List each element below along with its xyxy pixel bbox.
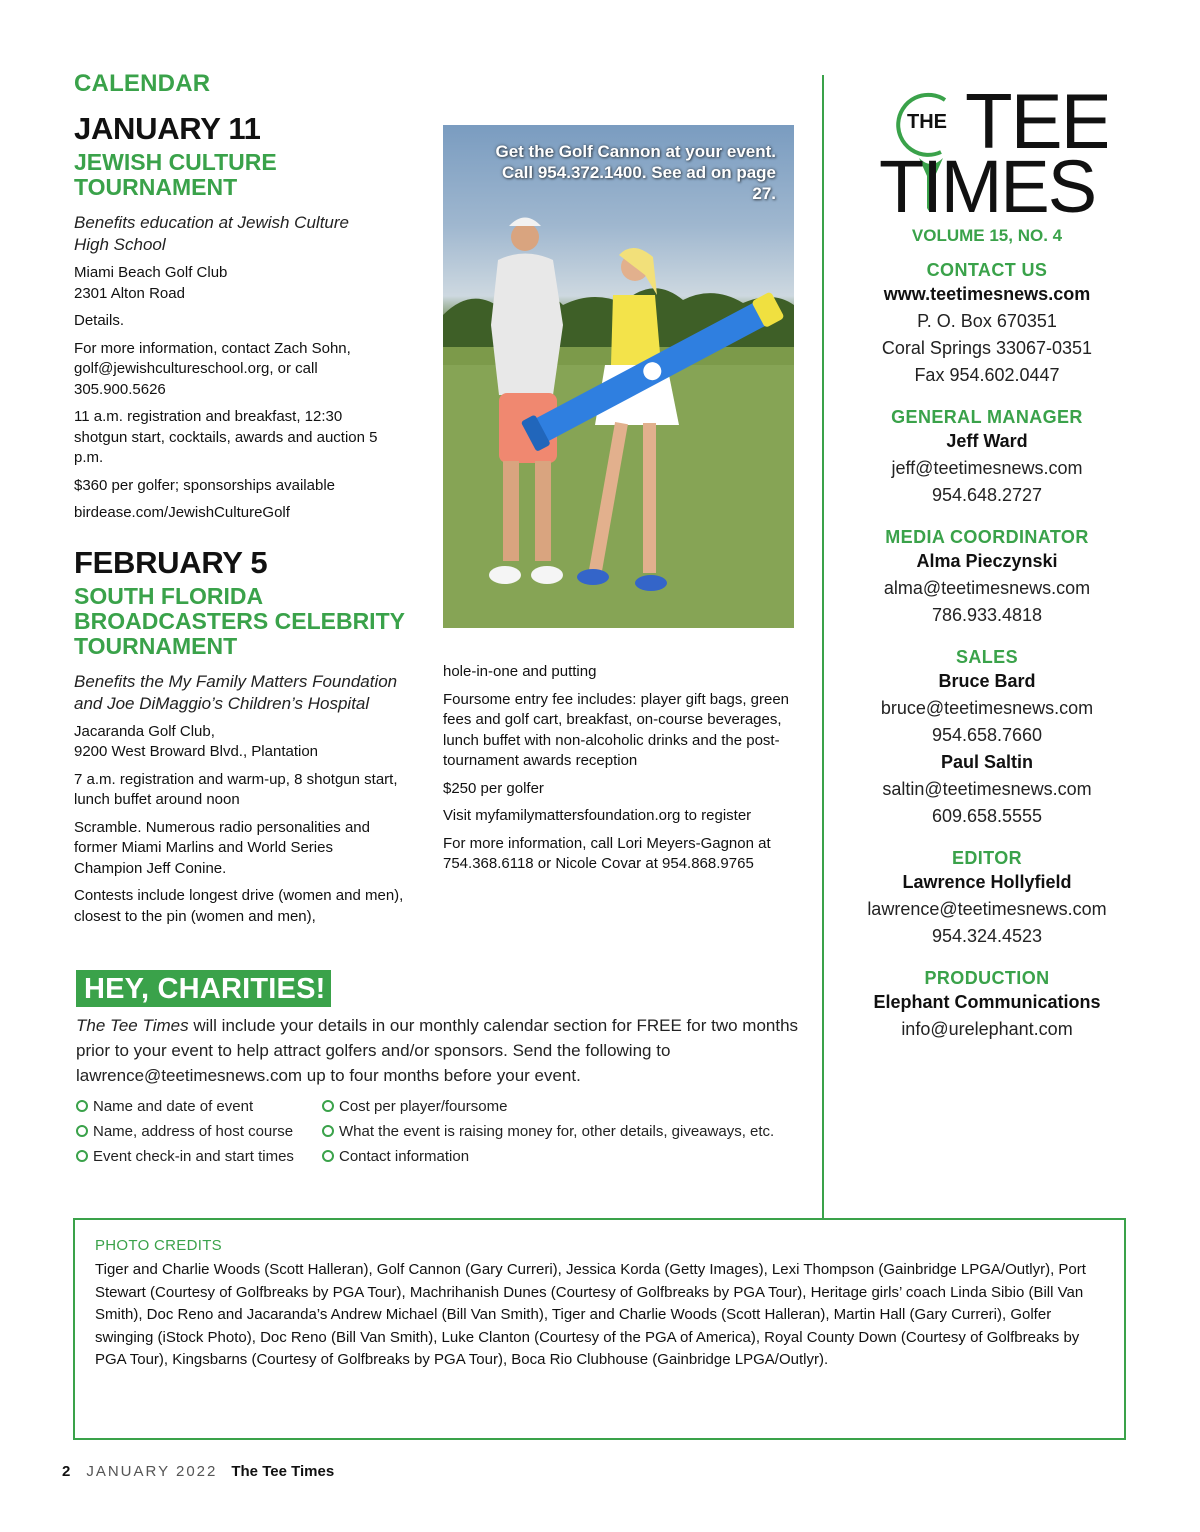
editor-heading: EDITOR — [951, 848, 1023, 868]
event2-price: $250 per golfer — [443, 779, 544, 797]
page-number: 2 — [62, 1463, 71, 1480]
general-manager-block — [848, 407, 1126, 509]
gm-email[interactable]: jeff@teetimesnews.com — [891, 458, 1083, 478]
media-email[interactable]: alma@teetimesnews.com — [883, 578, 1091, 598]
editor-email[interactable]: lawrence@teetimesnews.com — [867, 899, 1107, 919]
charities-body-text: will include your details in our monthly calendar section for FREE for two months prior to your event to help attract golfers and/or sponsors. Send the following to lawrence@teetimesnews.com up to four months before your event. — [76, 1016, 799, 1085]
event1-schedule: 11 a.m. registration and breakfast, 12:30 shotgun start, cocktails, awards and auction 5 p.m. — [74, 408, 378, 466]
page-footer — [62, 1462, 334, 1482]
event1-date: JANUARY 11 — [74, 111, 261, 146]
circle-bullet-icon — [76, 1125, 88, 1137]
gm-name: Jeff Ward — [946, 431, 1028, 451]
golf-cannon-photo — [443, 125, 794, 628]
circle-bullet-icon — [322, 1125, 334, 1137]
event2-register: Visit myfamilymattersfoundation.org to register — [443, 807, 752, 824]
event2-title: SOUTH FLORIDA BROADCASTERS CELEBRITY TOURNAMENT — [74, 582, 405, 659]
contact-block — [848, 260, 1126, 389]
event2-benefits: Benefits the My Family Matters Foundation and Joe DiMaggio’s Children’s Hospital — [74, 671, 398, 713]
photo-credits-title: PHOTO CREDITS — [95, 1237, 222, 1254]
sales-heading: SALES — [955, 647, 1018, 667]
logo-graphic — [867, 80, 1107, 220]
website-link[interactable]: www.teetimesnews.com — [883, 284, 1091, 304]
media-name: Alma Pieczynski — [916, 551, 1058, 571]
production-name: Elephant Communications — [873, 992, 1101, 1012]
circle-bullet-icon — [322, 1150, 334, 1162]
logo-times: TIMES — [879, 145, 1096, 220]
editor-phone: 954.324.4523 — [931, 926, 1043, 946]
event1-venue-address: 2301 Alton Road — [74, 284, 185, 302]
calendar-column — [74, 70, 424, 927]
sales2-name: Paul Saltin — [940, 752, 1034, 772]
event2-contests: Contests include longest drive (women and men), closest to the pin (women and men), — [74, 887, 404, 925]
sales1-name: Bruce Bard — [938, 671, 1036, 691]
calendar-continued-column — [443, 662, 798, 875]
sales1-phone: 954.658.7660 — [931, 725, 1043, 745]
masthead-column — [848, 80, 1126, 1043]
po-box: P. O. Box 670351 — [917, 311, 1057, 331]
circle-bullet-icon — [322, 1100, 334, 1112]
event1-contact: For more information, contact Zach Sohn, golf@jewishcultureschool.org, or call 305.900.5626 — [74, 339, 351, 398]
media-coordinator-block — [848, 527, 1126, 629]
column-divider — [822, 75, 824, 1218]
sales1-email[interactable]: bruce@teetimesnews.com — [880, 698, 1094, 718]
footer-issue-date: JANUARY 2022 — [86, 1463, 218, 1480]
city-zip: Coral Springs 33067-0351 — [881, 338, 1093, 358]
fax-number: Fax 954.602.0447 — [914, 365, 1060, 385]
photo-credits-text: Tiger and Charlie Woods (Scott Halleran), Golf Cannon (Gary Curreri), Jessica Korda (Getty Images), Lexi Thompson (Gainbridge LPGA/Outlyr), Port Stewart (Courtesy of Golfbreaks by PGA Tour), Machrihanish Dunes (Courtesy of Golfbreaks by PGA Tour), Heritage girls’ coach Linda Sibio (Bill Van Smith), Doc Reno and Jacaranda’s Andrew Michael (Bill Van Smith), Tiger and Charlie Woods (Scott Halleran), Martin Hall (Gary Curreri), Golfer swinging (iStock Photo), Doc Reno (Bill Van Smith), Luke Clanton (Courtesy of the PGA of America), Royal County Down (Courtesy of Golfbreaks by PGA Tour), Kingsbarns (Courtesy of Golfbreaks by PGA Tour), Boca Rio Clubhouse (Gainbridge LPGA/Outlyr). — [95, 1261, 1086, 1369]
charities-checklist — [76, 1097, 806, 1177]
event2-date: FEBRUARY 5 — [74, 544, 268, 580]
list-item: What the event is raising money for, other details, giveaways, etc. — [322, 1122, 774, 1142]
event1-venue-name: Miami Beach Golf Club — [74, 264, 228, 281]
charities-banner: HEY, CHARITIES! — [76, 970, 331, 1007]
event2-contests-continued: hole-in-one and putting — [443, 663, 597, 680]
charities-body — [76, 1013, 806, 1088]
list-item: Cost per player/foursome — [322, 1097, 507, 1117]
event2-schedule: 7 a.m. registration and warm-up, 8 shotgun start, lunch buffet around noon — [74, 770, 398, 808]
event1-title: JEWISH CULTURE TOURNAMENT — [74, 149, 277, 200]
logo-tee: TEE — [965, 80, 1107, 165]
volume-issue: VOLUME 15, NO. 4 — [911, 226, 1063, 245]
gm-phone: 954.648.2727 — [931, 485, 1043, 505]
production-block — [848, 968, 1126, 1043]
sales2-phone: 609.658.5555 — [931, 806, 1043, 826]
production-email[interactable]: info@urelephant.com — [901, 1019, 1073, 1039]
charities-section — [76, 970, 806, 1177]
tee-times-logo — [867, 80, 1107, 220]
event1-url[interactable]: birdease.com/JewishCultureGolf — [74, 504, 290, 521]
gm-heading: GENERAL MANAGER — [891, 407, 1083, 427]
circle-bullet-icon — [76, 1100, 88, 1112]
circle-bullet-icon — [76, 1150, 88, 1162]
charities-body-italic: The Tee Times — [76, 1016, 189, 1035]
event2-format: Scramble. Numerous radio personalities and former Miami Marlins and World Series Champion Jeff Conine. — [74, 818, 370, 877]
production-heading: PRODUCTION — [924, 968, 1050, 988]
event2-venue-address: 9200 West Broward Blvd., Plantation — [74, 743, 319, 760]
media-phone: 786.933.4818 — [931, 605, 1043, 625]
sales-block — [848, 647, 1126, 830]
list-item: Name, address of host course — [76, 1122, 293, 1142]
event1-details: Details. — [74, 312, 125, 329]
event1-price: $360 per golfer; sponsorships available — [74, 476, 335, 494]
logo-the: THE — [907, 111, 947, 133]
sales2-email[interactable]: saltin@teetimesnews.com — [882, 779, 1092, 799]
list-item: Contact information — [322, 1147, 469, 1167]
photo-caption: Get the Golf Cannon at your event. Call 954.372.1400. See ad on page 27. — [495, 142, 776, 203]
event2-includes: Foursome entry fee includes: player gift bags, green fees and golf cart, breakfast, on-course beverages, lunch buffet with non-alcoholic drinks and the post-tournament awards reception — [443, 690, 790, 769]
event1-benefits: Benefits education at Jewish Culture High School — [74, 213, 349, 254]
footer-publication: The Tee Times — [231, 1463, 335, 1480]
calendar-label: CALENDAR — [74, 70, 211, 97]
list-item: Event check-in and start times — [76, 1147, 294, 1167]
event2-venue-name: Jacaranda Golf Club, — [74, 722, 215, 740]
editor-name: Lawrence Hollyfield — [902, 872, 1072, 892]
media-heading: MEDIA COORDINATOR — [885, 527, 1089, 547]
list-item: Name and date of event — [76, 1097, 253, 1117]
contact-heading: CONTACT US — [926, 260, 1048, 280]
photo-credits-box — [73, 1218, 1126, 1440]
event2-contact: For more information, call Lori Meyers-Gagnon at 754.368.6118 or Nicole Covar at 954.868.9765 — [443, 834, 771, 872]
editor-block — [848, 848, 1126, 950]
